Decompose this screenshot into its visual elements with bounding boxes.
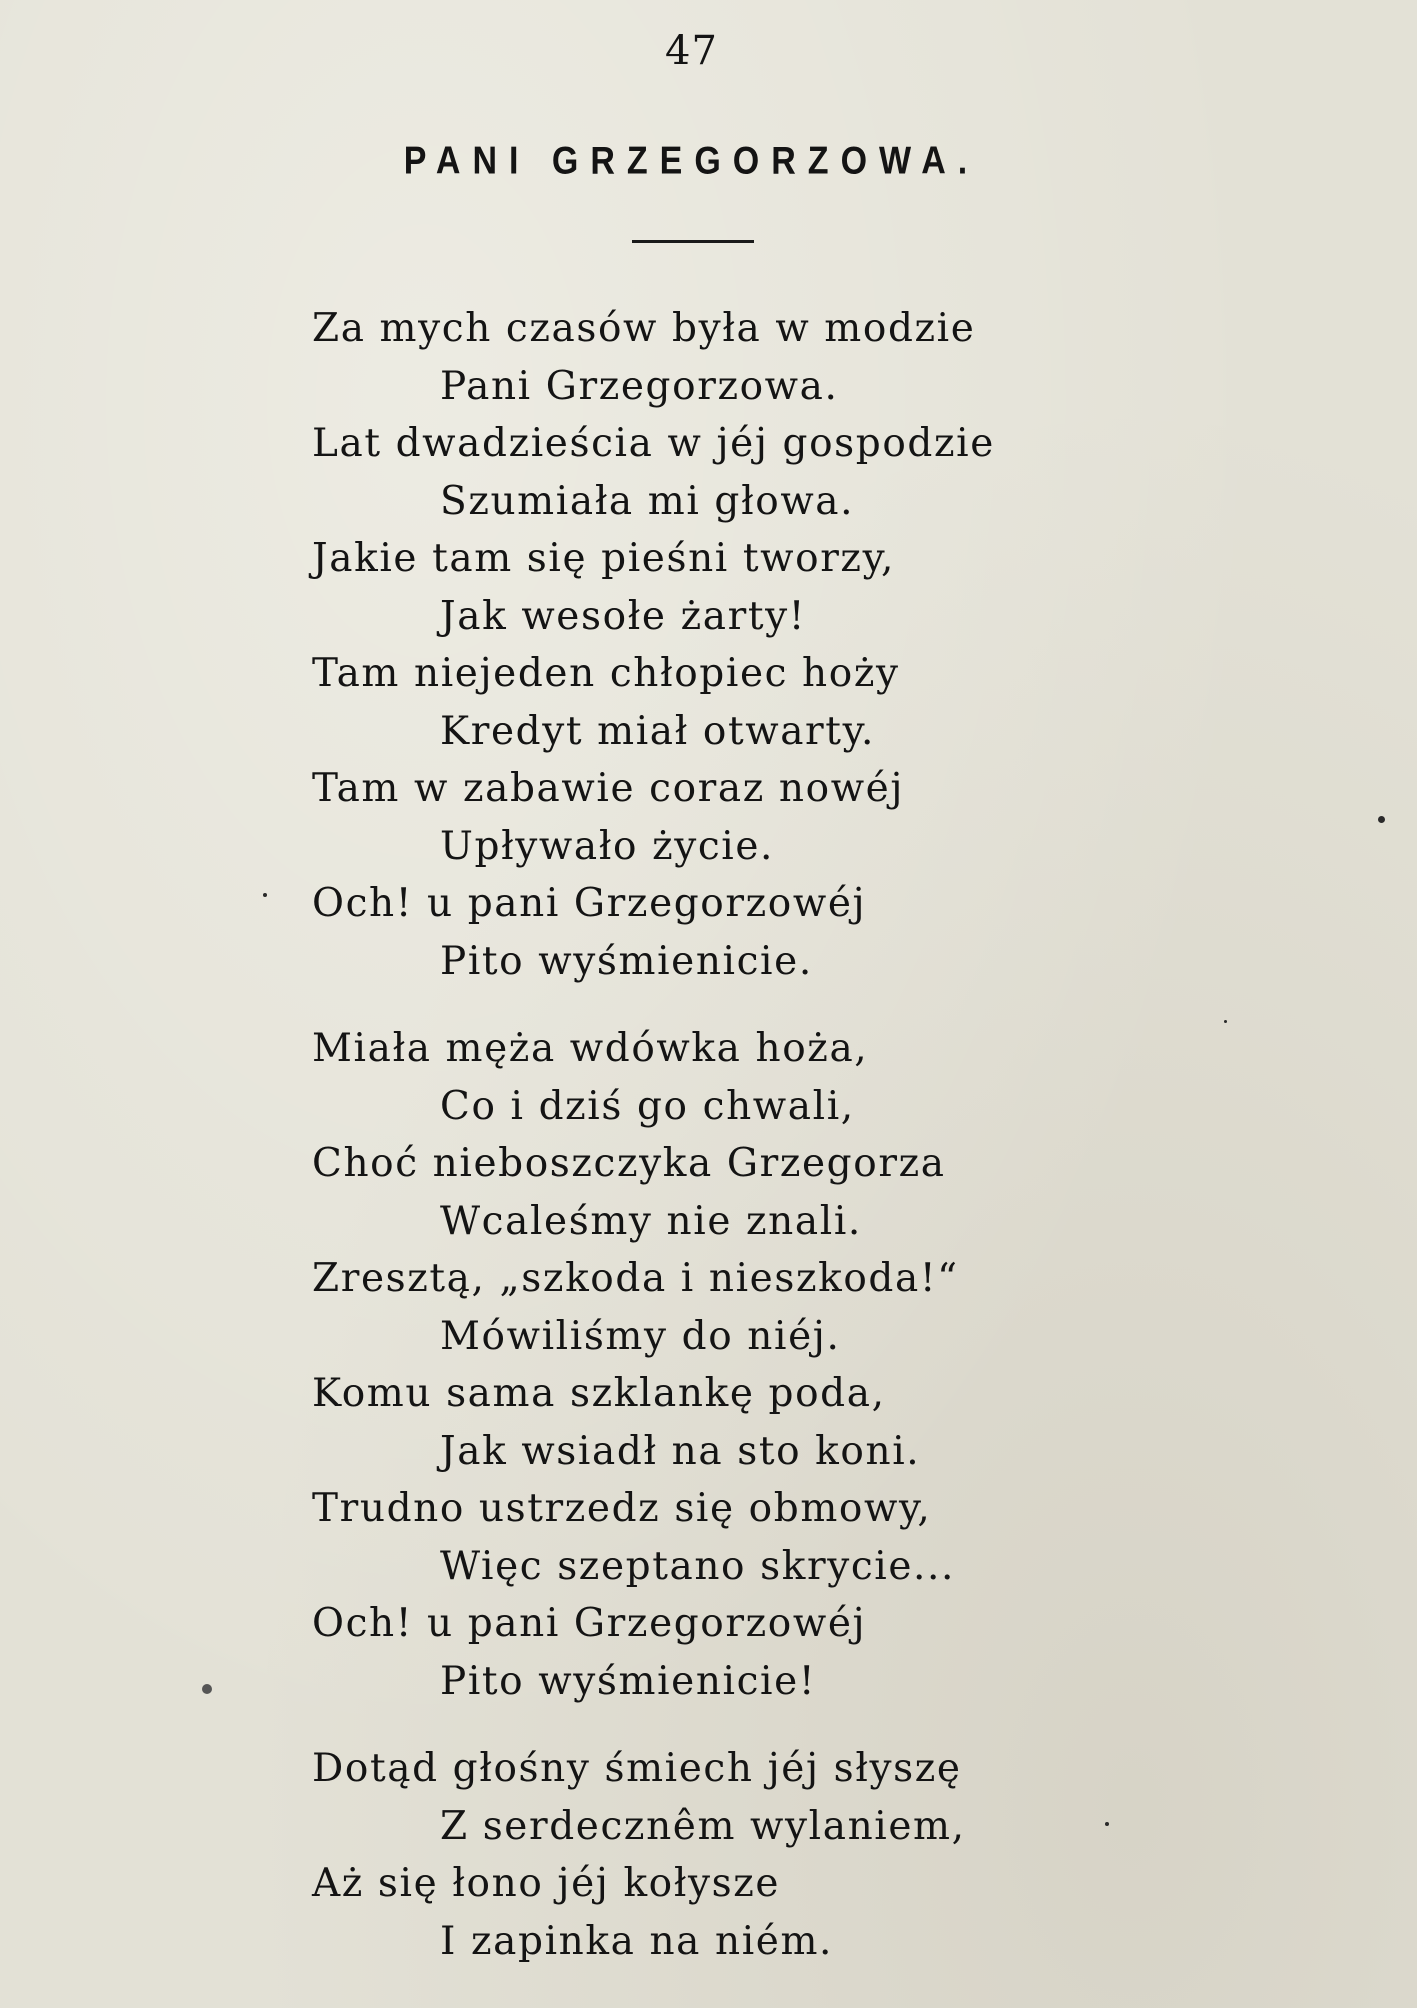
verse-line: Jak wsiadł na sto koni. (440, 1428, 921, 1474)
stanza (312, 1740, 1312, 1970)
verse-line: Za mych czasów była w modzie (312, 306, 976, 351)
verse-line: Zresztą, „szkoda i nieszkoda!“ (312, 1256, 959, 1301)
verse-line: Tam niejeden chłopiec hoży (312, 651, 900, 696)
paper-speck (1378, 816, 1385, 823)
verse-line: Więc szeptano skrycie... (440, 1543, 956, 1589)
verse-line: Lat dwadzieścia w jéj gospodzie (312, 421, 995, 466)
verse-line: Pito wyśmienicie. (440, 938, 813, 984)
poem-title: PANI GRZEGORZOWA. (403, 139, 980, 183)
stanza (312, 1020, 1312, 1710)
paper-speck (1105, 1822, 1109, 1826)
poem-body (312, 300, 1312, 2000)
verse-line: Och! u pani Grzegorzowéj (312, 881, 867, 926)
verse-line: Trudno ustrzedz się obmowy, (312, 1486, 932, 1531)
verse-line: Choć nieboszczyka Grzegorza (312, 1141, 946, 1186)
verse-line: Aż się łono jéj kołysze (312, 1861, 781, 1906)
verse-line: Tam w zabawie coraz nowéj (312, 766, 905, 811)
verse-line: Miała męża wdówka hoża, (312, 1026, 869, 1071)
verse-line: Och! u pani Grzegorzowéj (312, 1601, 867, 1646)
verse-line: Co i dziś go chwali, (440, 1083, 855, 1129)
paper-speck (1224, 1020, 1227, 1023)
verse-line: Wcaleśmy nie znali. (440, 1198, 862, 1244)
verse-line: Dotąd głośny śmiech jéj słyszę (312, 1746, 962, 1791)
stanza (312, 300, 1312, 990)
title-divider (632, 240, 754, 243)
verse-line: Pani Grzegorzowa. (440, 363, 839, 409)
verse-line: Pito wyśmienicie! (440, 1658, 817, 1704)
verse-line: Kredyt miał otwarty. (440, 708, 876, 754)
verse-line: Upływało życie. (440, 823, 775, 869)
paper-speck (202, 1684, 212, 1694)
paper-speck (263, 893, 267, 897)
verse-line: Jak wesołe żarty! (440, 593, 807, 639)
verse-line: Komu sama szklankę poda, (312, 1371, 886, 1416)
verse-line: I zapinka na niém. (440, 1918, 834, 1964)
verse-line: Mówiliśmy do niéj. (440, 1313, 841, 1359)
verse-line: Z serdecznêm wylaniem, (440, 1803, 966, 1849)
verse-line: Jakie tam się pieśni tworzy, (312, 536, 896, 581)
verse-line: Szumiała mi głowa. (440, 478, 855, 524)
page-number: 47 (665, 28, 718, 74)
